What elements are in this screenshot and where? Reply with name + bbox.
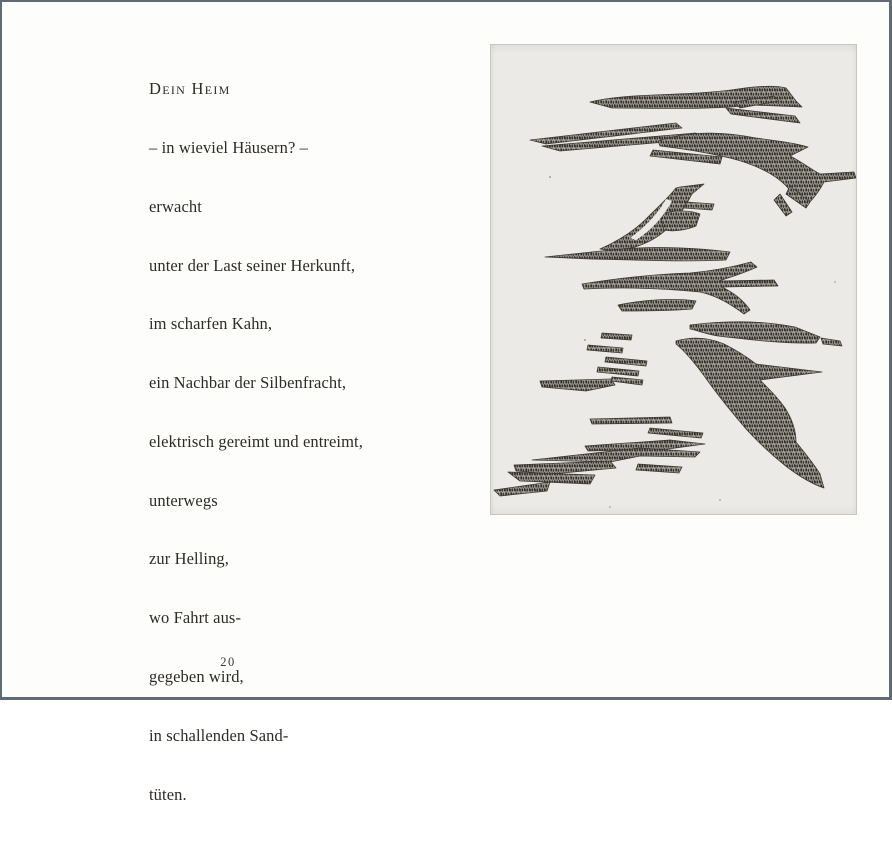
poem-line: elektrisch gereimt und entreimt, — [149, 431, 363, 451]
poem-title: Dein Heim — [149, 79, 231, 99]
poem-line: tüten. — [149, 784, 187, 804]
poem-line: zur Helling, — [149, 549, 230, 569]
poem-line: gegeben wird, — [149, 667, 244, 686]
poem-text-block — [149, 40, 363, 843]
poem-line: unter der Last seiner Herkunft, — [149, 255, 356, 275]
etching-svg — [490, 44, 857, 515]
page-number: 20 — [220, 655, 236, 669]
poem-line: in schallenden Sand- — [149, 725, 289, 745]
poem-line: erwacht — [149, 196, 202, 216]
poem-line: unterwegs — [149, 490, 218, 510]
poem-line: – in wieviel Häusern? – — [149, 137, 309, 157]
poem-line: ein Nachbar der Silbenfracht, — [149, 373, 347, 393]
poem-line: wo Fahrt aus- — [149, 608, 242, 628]
poem-line: im scharfen Kahn, — [149, 314, 273, 334]
abstract-etching-image — [490, 44, 857, 515]
